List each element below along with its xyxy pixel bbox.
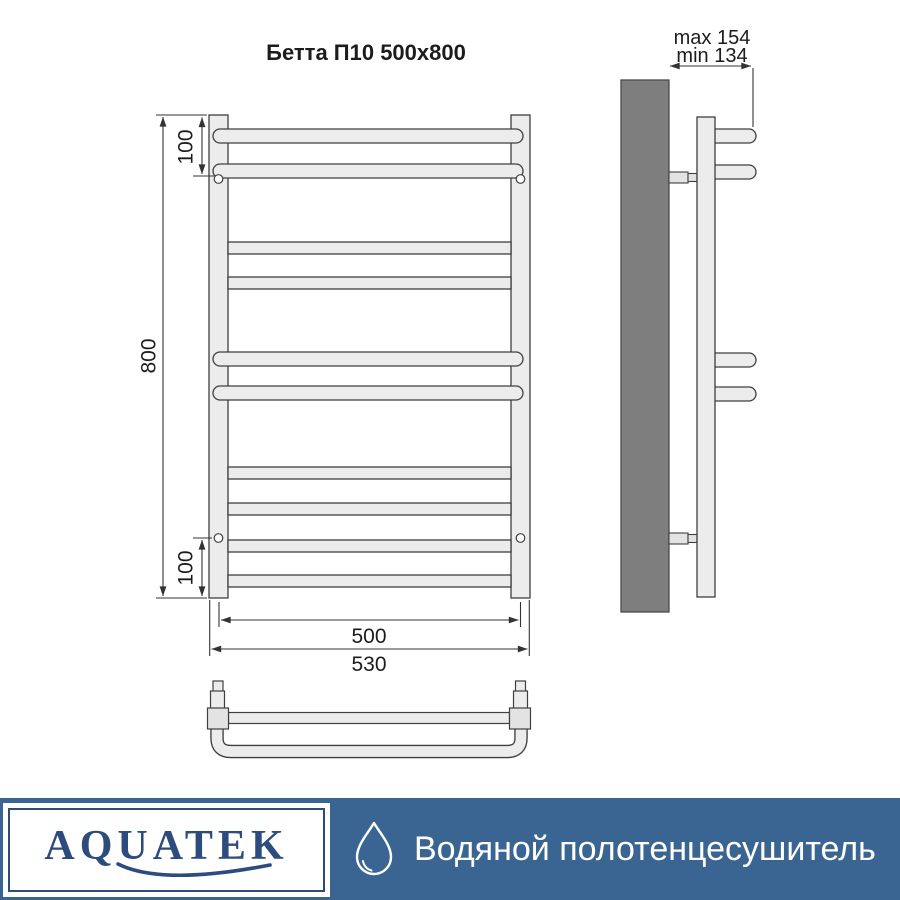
- rung-straight: [228, 575, 511, 587]
- drawing-title: Бетта П10 500x800: [266, 40, 466, 65]
- side-view: [621, 80, 756, 612]
- brand-swoosh-icon: [114, 862, 274, 888]
- straight-rung-top: [229, 713, 510, 724]
- fitting: [211, 691, 225, 709]
- corner-block: [208, 708, 229, 729]
- dim-bottom-offset-label: 100: [174, 550, 198, 586]
- rung-rounded: [213, 164, 523, 178]
- brand-logo-text: AQUATEK: [44, 823, 289, 869]
- dim-width-inner-label: 500: [351, 625, 387, 648]
- front-view: [209, 115, 530, 598]
- rung-rounded: [213, 129, 523, 143]
- dim-min-depth-label: min 134: [676, 45, 748, 67]
- rung-straight: [228, 242, 511, 254]
- dim-top-offset-label: 100: [174, 129, 198, 165]
- dim-max-depth-label: max 154: [673, 27, 751, 49]
- curved-rung-fill: [217, 728, 521, 752]
- fitting-tip: [213, 681, 223, 692]
- rung-rounded: [213, 386, 523, 400]
- footer-banner: [0, 798, 900, 900]
- wall-brackets: [669, 172, 697, 544]
- brand-panel-border: [8, 808, 325, 892]
- water-drop-icon: [352, 820, 396, 878]
- rung-straight: [228, 503, 511, 515]
- dim-width-outer-label: 530: [351, 653, 387, 676]
- brand-panel: [3, 803, 330, 897]
- fitting: [514, 691, 528, 709]
- rung-straight: [228, 277, 511, 289]
- side-rail: [697, 117, 715, 597]
- fitting-tip: [516, 681, 526, 692]
- rung-straight: [228, 467, 511, 479]
- wall: [621, 80, 669, 612]
- footer-product-type: [352, 798, 876, 900]
- rung-straight: [228, 540, 511, 552]
- corner-block: [510, 708, 531, 729]
- product-type-label: Водяной полотенцесушитель: [414, 829, 876, 868]
- dim-height-label: 800: [137, 338, 161, 374]
- top-view: [208, 681, 531, 752]
- rung-rounded: [213, 352, 523, 366]
